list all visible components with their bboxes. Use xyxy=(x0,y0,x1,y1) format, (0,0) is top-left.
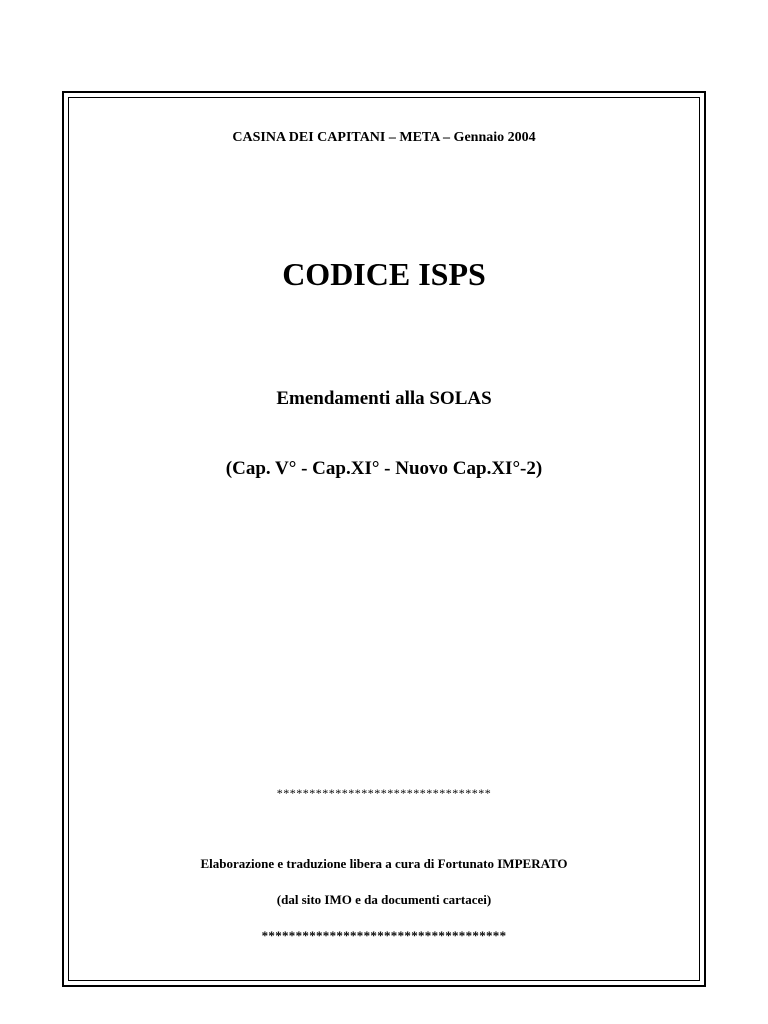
credit-line: Elaborazione e traduzione libera a cura di Fortunato IMPERATO xyxy=(200,856,568,871)
chapters-line: (Cap. V° - Cap.XI° - Nuovo Cap.XI°-2) xyxy=(225,458,543,479)
source-line: (dal sito IMO e da documenti cartacei) xyxy=(276,892,492,907)
header-line: CASINA DEI CAPITANI – META – Gennaio 2004 xyxy=(232,130,536,145)
document-title: CODICE ISPS xyxy=(282,256,486,292)
separator-top: ********************************* xyxy=(276,786,492,800)
page-border-inner xyxy=(68,97,700,981)
separator-bottom: ************************************ xyxy=(261,928,507,943)
page-border-outer xyxy=(62,91,706,987)
document-subtitle: Emendamenti alla SOLAS xyxy=(276,388,492,409)
